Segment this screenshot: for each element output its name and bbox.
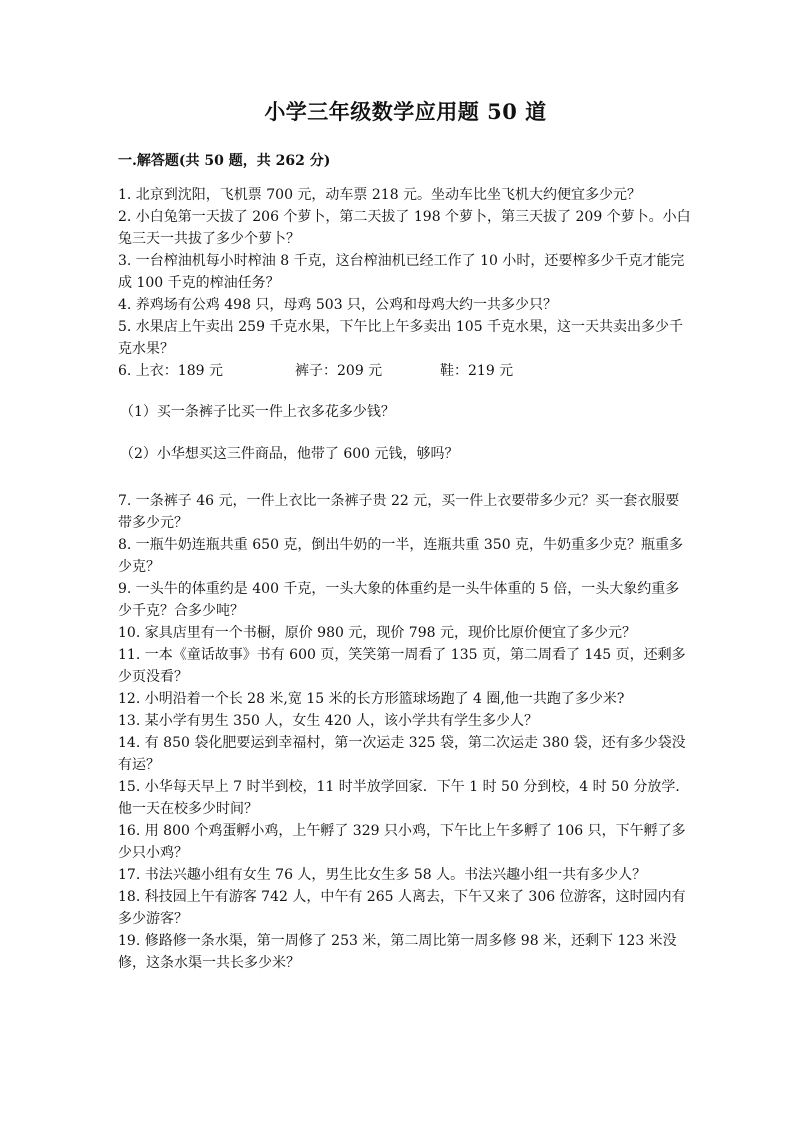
question-6-items bbox=[118, 360, 693, 382]
question-17: 17. 书法兴趣小组有女生 76 人，男生比女生多 58 人。书法兴趣小组一共有多少人？ bbox=[118, 867, 647, 883]
question-12: 12. 小明沿着一个长 28 米,宽 15 米的长方形篮球场跑了 4 圈,他一共跑了多少米? bbox=[118, 691, 625, 707]
question-14: 14. 有 850 袋化肥要运到幸福村，第一次运走 325 袋，第二次运走 380 袋，还有多少袋没有运？ bbox=[118, 735, 686, 773]
question-19: 19. 修路修一条水渠，第一周修了 253 米，第二周比第一周多修 98 米，还剩下 123 米没修，这条水渠一共长多少米？ bbox=[118, 933, 677, 971]
question-6-item-shirt: 6. 上衣：189 元 bbox=[118, 363, 223, 379]
question-11: 11. 一本《童话故事》书有 600 页，笑笑第一周看了 135 页，第二周看了 145 页，还剩多少页没看？ bbox=[118, 647, 686, 685]
question-2: 2. 小白兔第一天拔了 206 个萝卜，第二天拔了 198 个萝卜，第三天拔了 209 个萝卜。小白兔三天一共拔了多少个萝卜？ bbox=[118, 209, 691, 247]
question-6-item-shoes: 鞋：219 元 bbox=[440, 363, 514, 379]
question-5: 5. 水果店上午卖出 259 千克水果，下午比上午多卖出 105 千克水果，这一天共卖出多少千克水果？ bbox=[118, 319, 684, 357]
question-13: 13. 某小学有男生 350 人，女生 420 人，该小学共有学生多少人？ bbox=[118, 713, 538, 729]
page-title: 小学三年级数学应用题 50 道 bbox=[264, 99, 547, 124]
question-9: 9. 一头牛的体重约是 400 千克，一头大象的体重约是一头牛体重的 5 倍，一头大象约重多少千克？合多少吨？ bbox=[118, 581, 680, 619]
question-4: 4. 养鸡场有公鸡 498 只，母鸡 503 只，公鸡和母鸡大约一共多少只？ bbox=[118, 297, 558, 313]
question-6-sub-1: （1）买一条裤子比买一件上衣多花多少钱？ bbox=[120, 404, 395, 420]
question-18: 18. 科技园上午有游客 742 人，中午有 265 人离去，下午又来了 306 位游客，这时园内有多少游客？ bbox=[118, 889, 686, 927]
question-16: 16. 用 800 个鸡蛋孵小鸡，上午孵了 329 只小鸡，下午比上午多孵了 106 只，下午孵了多少只小鸡？ bbox=[118, 823, 686, 861]
question-6-sub-2: （2）小华想买这三件商品，他带了 600 元钱，够吗？ bbox=[120, 446, 459, 462]
question-3: 3. 一台榨油机每小时榨油 8 千克，这台榨油机已经工作了 10 小时，还要榨多少千克才能完成 100 千克的榨油任务？ bbox=[118, 253, 685, 291]
question-list bbox=[118, 184, 693, 974]
question-1: 1. 北京到沈阳，飞机票 700 元，动车票 218 元。坐动车比坐飞机大约便宜多少元？ bbox=[118, 187, 642, 203]
question-6-item-pants: 裤子：209 元 bbox=[295, 363, 383, 379]
question-8: 8. 一瓶牛奶连瓶共重 650 克，倒出牛奶的一半，连瓶共重 350 克，牛奶重多少克？瓶重多少克？ bbox=[118, 537, 684, 575]
section-heading: 一.解答题(共 50 题，共 262 分) bbox=[118, 153, 331, 169]
question-7: 7. 一条裤子 46 元，一件上衣比一条裤子贵 22 元，买一件上衣要带多少元？买一套衣服要带多少元？ bbox=[118, 493, 680, 531]
question-10: 10. 家具店里有一个书橱，原价 980 元，现价 798 元，现价比原价便宜了多少元？ bbox=[118, 625, 636, 641]
question-15: 15. 小华每天早上 7 时半到校，11 时半放学回家．下午 1 时 50 分到校，4 时 50 分放学．他一天在校多少时间？ bbox=[118, 779, 690, 817]
